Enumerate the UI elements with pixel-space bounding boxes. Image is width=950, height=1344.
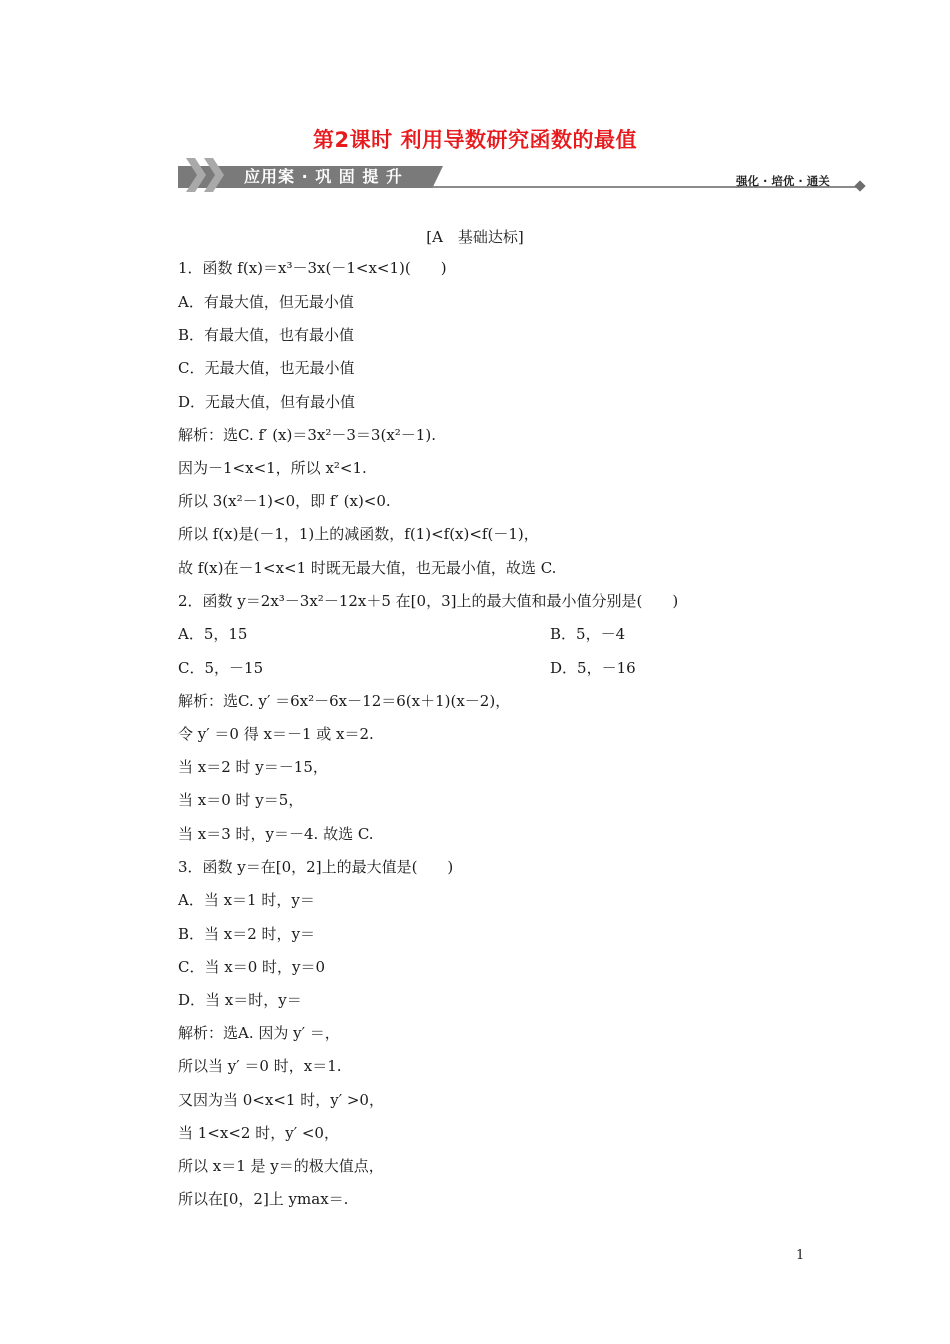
option-d: D．当 x＝时，y＝ xyxy=(178,991,302,1009)
option-c: C．当 x＝0 时，y＝0 xyxy=(178,958,326,976)
solution-line: 解析：选C. f′ (x)＝3x²－3＝3(x²－1). xyxy=(178,426,436,444)
option-a: A．5，15 xyxy=(178,625,248,643)
solution-line: 故 f(x)在－1<x<1 时既无最大值，也无最小值，故选 C. xyxy=(178,559,557,577)
diamond-icon xyxy=(854,180,865,191)
banner-label: 应用案 · 巩 固 提 升 xyxy=(244,167,403,186)
solution-line: 解析：选C. y′ ＝6x²－6x－12＝6(x＋1)(x－2)， xyxy=(178,692,511,710)
option-a: A．有最大值，但无最小值 xyxy=(178,293,354,311)
solution-line: 令 y′ ＝0 得 x＝－1 或 x＝2. xyxy=(178,725,374,743)
option-c: C．5，－15 xyxy=(178,659,264,677)
page-number: 1 xyxy=(796,1248,805,1263)
option-b: B．当 x＝2 时，y＝ xyxy=(178,925,316,943)
section-heading: [A 基础达标] xyxy=(426,228,524,246)
option-c: C．无最大值，也无最小值 xyxy=(178,359,355,377)
banner-right-text: 强化 · 培优 · 通关 xyxy=(736,174,830,188)
solution-line: 所以在[0，2]上 ymax＝. xyxy=(178,1190,349,1208)
option-d: D．5，－16 xyxy=(550,659,636,677)
solution-line: 解析：选A. 因为 y′ ＝， xyxy=(178,1024,340,1042)
solution-line: 因为－1<x<1，所以 x²<1. xyxy=(178,459,367,477)
page-title: 第2课时 利用导数研究函数的最值 xyxy=(313,128,637,152)
solution-line: 所以 x＝1 是 y＝的极大值点， xyxy=(178,1157,384,1175)
question-2: 2．函数 y＝2x³－3x²－12x＋5 在[0，3]上的最大值和最小值分别是( ) xyxy=(178,592,679,610)
solution-line: 所以 f(x)是(－1，1)上的减函数，f(1)<f(x)<f(－1)， xyxy=(178,525,539,543)
solution-line: 当 x＝3 时，y＝－4. 故选 C. xyxy=(178,825,374,843)
solution-line: 当 x＝0 时 y＝5， xyxy=(178,791,304,809)
solution-line: 所以当 y′ ＝0 时，x＝1. xyxy=(178,1057,342,1075)
option-d: D．无最大值，但有最小值 xyxy=(178,393,356,411)
solution-line: 当 1<x<2 时，y′ <0， xyxy=(178,1124,339,1142)
question-3: 3．函数 y＝在[0，2]上的最大值是( ) xyxy=(178,858,454,876)
solution-line: 当 x＝2 时 y＝－15， xyxy=(178,758,328,776)
question-1: 1．函数 f(x)＝x³－3x(－1<x<1)( ) xyxy=(178,259,447,277)
option-a: A．当 x＝1 时，y＝ xyxy=(178,891,315,909)
option-b: B．5，－4 xyxy=(550,625,626,643)
option-b: B．有最大值，也有最小值 xyxy=(178,326,355,344)
solution-line: 所以 3(x²－1)<0，即 f′ (x)<0. xyxy=(178,492,391,510)
solution-line: 又因为当 0<x<1 时，y′ >0， xyxy=(178,1091,384,1109)
